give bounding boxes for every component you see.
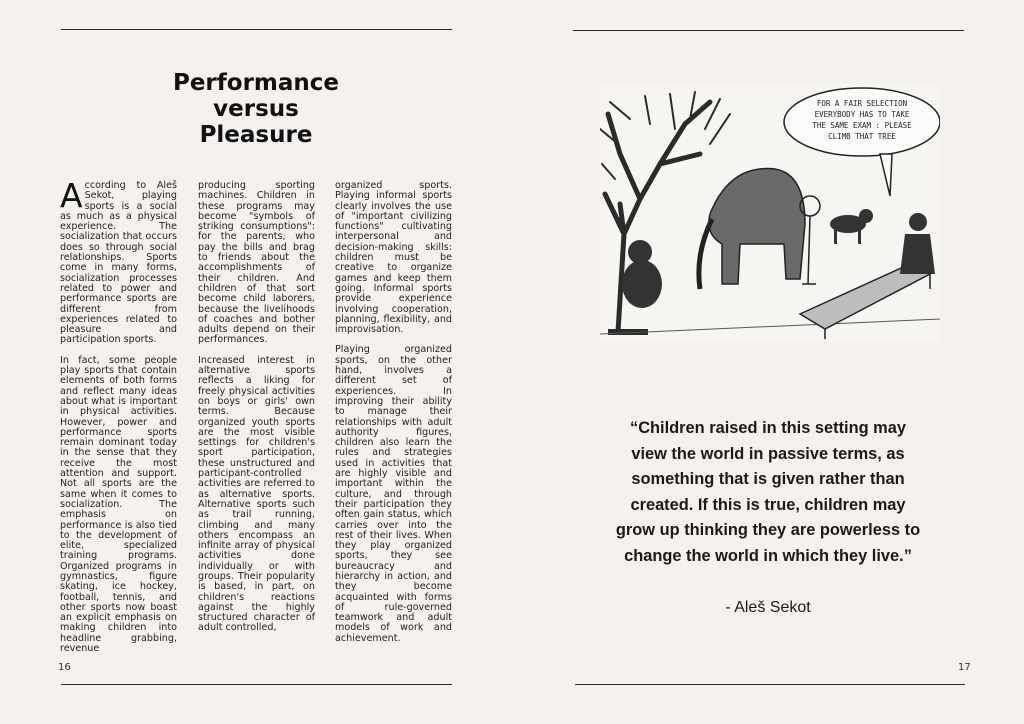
speech-line: CLIMB THAT TREE xyxy=(828,132,896,141)
bottom-rule xyxy=(61,684,452,685)
speech-line: FOR A FAIR SELECTION xyxy=(816,99,908,108)
paragraph-text: ccording to Aleš Sekot, playing sports is a social as much as a physical experience. The socialization that occurs does so through social relationships. Sports come in many forms, socialization processes related to power and performance sports are different from experiences related to pleasure and participation sports. xyxy=(60,180,177,346)
quote-line: “Children raised in this setting may xyxy=(630,419,906,437)
right-page xyxy=(512,0,1024,724)
title-line: Performance xyxy=(172,70,340,96)
bottom-rule xyxy=(575,684,965,685)
cartoon-illustration xyxy=(600,84,940,342)
title-line: versus xyxy=(213,96,299,122)
speech-line: EVERYBODY HAS TO TAKE xyxy=(814,110,910,119)
text-column-2 xyxy=(198,181,315,644)
paragraph: Playing organized sports, on the other hand, involves a different set of experiences. In improving their ability to manage their relationships with adult authority figures, children also learn the rules and strategies used in activities that are highly visible and important within the culture, and through their participation they often gain status, which carries over into the rest of their lives. When they play organized sports, they see bureaucracy and hierarchy in action, and they become acquainted with forms of rule-governed teamwork and adult models of work and achievement. xyxy=(335,344,452,644)
text-column-3 xyxy=(335,181,452,654)
speech-line: THE SAME EXAM : PLEASE xyxy=(812,121,912,130)
text-column-1 xyxy=(60,176,177,664)
quote-line: view the world in passive terms, as xyxy=(631,444,905,463)
paragraph: Increased interest in alternative sports reflects a liking for freely physical activities on boys or girls' own terms. Because organized youth sports are the most visible settings for children's sport participation, these unstructured and participant-controlled activities are referred to as alternative sports. Alternative sports such as trail running, climbing and many others encompass an infinite array of physical activities done individually or with groups. Their popularity is based, in part, on children's reactions against the highly structured character of adult controlled, xyxy=(198,354,315,634)
paragraph: producing sporting machines. Children in these programs may become "symbols of striking consumptions": for the parents, who pay the bills and brag to friends about the accomplishments of their children. And children of that sort become child laborers, because the livelihoods of coaches and bother adults depend on their performances. xyxy=(198,180,315,346)
quote-line: created. If this is true, children may xyxy=(630,495,906,514)
quote-line: grow up thinking they are powerless to xyxy=(615,521,921,539)
quote-author: - Aleš Sekot xyxy=(725,599,811,616)
paragraph xyxy=(60,176,177,346)
page-number: 17 xyxy=(958,662,971,673)
paragraph: In fact, some people play sports that contain elements of both forms and reflect many ideas about what is important in physical activities. However, power and performance sports remain dominant today in the sense that they receive the most attention and support. Not all sports are the same when it comes to socialization. The emphasis on performance is also tied to the development of elite, specialized training programs. Organized programs in gymnastics, figure skating, ice hockey, football, tennis, and other sports now boast an explicit emphasis on making children into headline grabbing, revenue xyxy=(60,354,177,655)
quote-line: change the world in which they live.” xyxy=(624,546,912,565)
top-rule xyxy=(61,29,452,30)
top-rule xyxy=(573,30,964,31)
drop-cap: A xyxy=(60,176,83,215)
page-number: 16 xyxy=(58,662,71,673)
article-title xyxy=(170,70,342,148)
pull-quote xyxy=(596,416,940,569)
paragraph: organized sports. Playing informal sports clearly involves the use of "important civilizing functions" cultivating interpersonal and decision-making skills: children must be creative to organize games and keep them going. Informal sports provide experience involving cooperation, planning, flexibility, and improvisation. xyxy=(335,180,452,336)
quote-line: something that is given rather than xyxy=(631,470,905,488)
title-line: Pleasure xyxy=(199,122,313,148)
